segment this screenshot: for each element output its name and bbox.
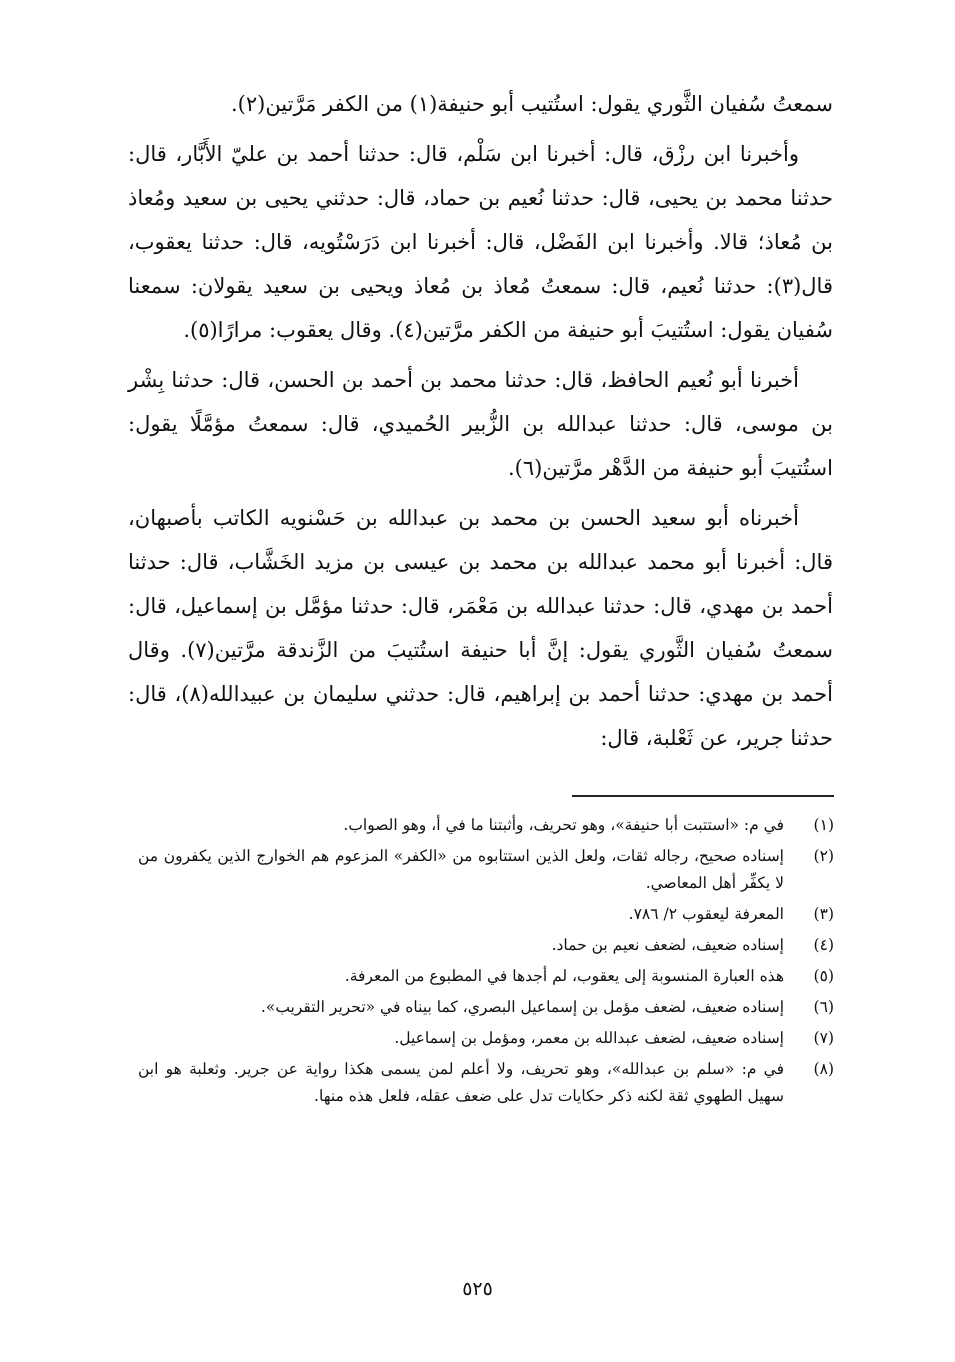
footnote-number: (١)	[813, 816, 834, 834]
footnote-number: (٦)	[813, 998, 834, 1016]
main-text	[128, 82, 833, 766]
footnote-text: في م: «استتبت أبا حنيفة»، وهو تحريف، وأثبتنا ما في أ، وهو الصواب.	[343, 816, 784, 834]
footnote-text: إسناده ضعيف، لضعف نعيم بن حماد.	[551, 936, 784, 954]
footnote-number: (٤)	[813, 936, 834, 954]
footnote-3	[138, 901, 834, 928]
footnote-number: (٣)	[813, 905, 834, 923]
footnote-text: إسناده ضعيف، لضعف عبدالله بن معمر، ومؤمل بن إسماعيل.	[394, 1029, 784, 1047]
footnote-8	[138, 1056, 834, 1110]
footnote-1	[138, 812, 834, 839]
footnote-2	[138, 843, 834, 897]
footnote-number: (٨)	[813, 1060, 834, 1078]
footnote-text: إسناده ضعيف، لضعف مؤمل بن إسماعيل البصري، كما بيناه في «تحرير التقريب».	[260, 998, 784, 1016]
page-number: ٥٢٥	[462, 1278, 493, 1300]
paragraph-1: سمعتُ سُفيان الثَّوري يقول: استُتيب أبو حنيفة(١) من الكفر مَرَّتين(٢).	[230, 92, 833, 116]
footnote-text: في م: «سلم بن عبدالله»، وهو تحريف، ولا أعلم لمن يسمى هكذا رواية عن جرير. وثعلبة هو ابن سهيل الطهوي ثقة لكنه ذكر حكايات تدل على ضعف عقله، فلعل هذه منها.	[138, 1060, 784, 1105]
footnote-number: (٥)	[813, 967, 834, 985]
footnote-4	[138, 932, 834, 959]
footnote-separator	[572, 795, 834, 797]
footnote-text: إسناده صحيح، رجاله ثقات، ولعل الذين استتابوه من «الكفر» المزعوم هم الخوارج الذين يكفرون من لا يكفِّر أهل المعاصي.	[138, 847, 784, 892]
footnote-number: (٢)	[813, 847, 834, 865]
footnote-text: المعرفة ليعقوب ٢/ ٧٨٦.	[628, 905, 784, 923]
paragraph-2: وأخبرنا ابن رزْق، قال: أخبرنا ابن سَلْم، قال: حدثنا أحمد بن عليّ الأَبَّار، قال: حدثنا محمد بن يحيى، قال: حدثنا نُعيم بن حماد، قال: حدثني يحيى بن سعيد ومُعاذ بن مُعاذ؛ قالا. وأخبرنا ابن الفَضْل، قال: أخبرنا ابن دَرَسْتُويه، قال: حدثنا يعقوب، قال(٣): حدثنا نُعيم، قال: سمعتُ مُعاذ بن مُعاذ ويحيى بن سعيد يقولان: سمعنا سُفيان يقول: استُتيبَ أبو حنيفة من الكفر مرَّتين(٤). وقال يعقوب: مرارًا(٥).	[128, 142, 833, 342]
footnote-5	[138, 963, 834, 990]
footnote-text: هذه العبارة المنسوبة إلى يعقوب، لم أجدها في المطبوع من المعرفة.	[344, 967, 784, 985]
footnote-number: (٧)	[813, 1029, 834, 1047]
paragraph-3: أخبرنا أبو نُعيم الحافظ، قال: حدثنا محمد بن أحمد بن الحسن، قال: حدثنا بِشْر بن موسى، قال: حدثنا عبدالله بن الزُّبير الحُميدي، قال: سمعتُ مؤمَّلًا يقول: استُتيبَ أبو حنيفة من الدَّهْر مرَّتين(٦).	[128, 368, 833, 480]
footnotes	[138, 812, 834, 1114]
paragraph-4: أخبرناه أبو سعيد الحسن بن محمد بن عبدالله بن حَسْنويه الكاتب بأصبهان، قال: أخبرنا أبو محمد عبدالله بن محمد بن عيسى بن مزيد الخَشَّاب، قال: حدثنا أحمد بن مهدي، قال: حدثنا عبدالله بن مَعْمَر، قال: حدثنا مؤمَّل بن إسماعيل، قال: سمعتُ سُفيان الثَّوري يقول: إنَّ أبا حنيفة استُتيبَ من الزَّندقة مرَّتين(٧). وقال أحمد بن مهدي: حدثنا أحمد بن إبراهيم، قال: حدثني سليمان بن عبيدالله(٨)، قال: حدثنا جرير، عن ثَعْلبة، قال:	[128, 506, 833, 750]
footnote-6	[138, 994, 834, 1021]
footnote-7	[138, 1025, 834, 1052]
